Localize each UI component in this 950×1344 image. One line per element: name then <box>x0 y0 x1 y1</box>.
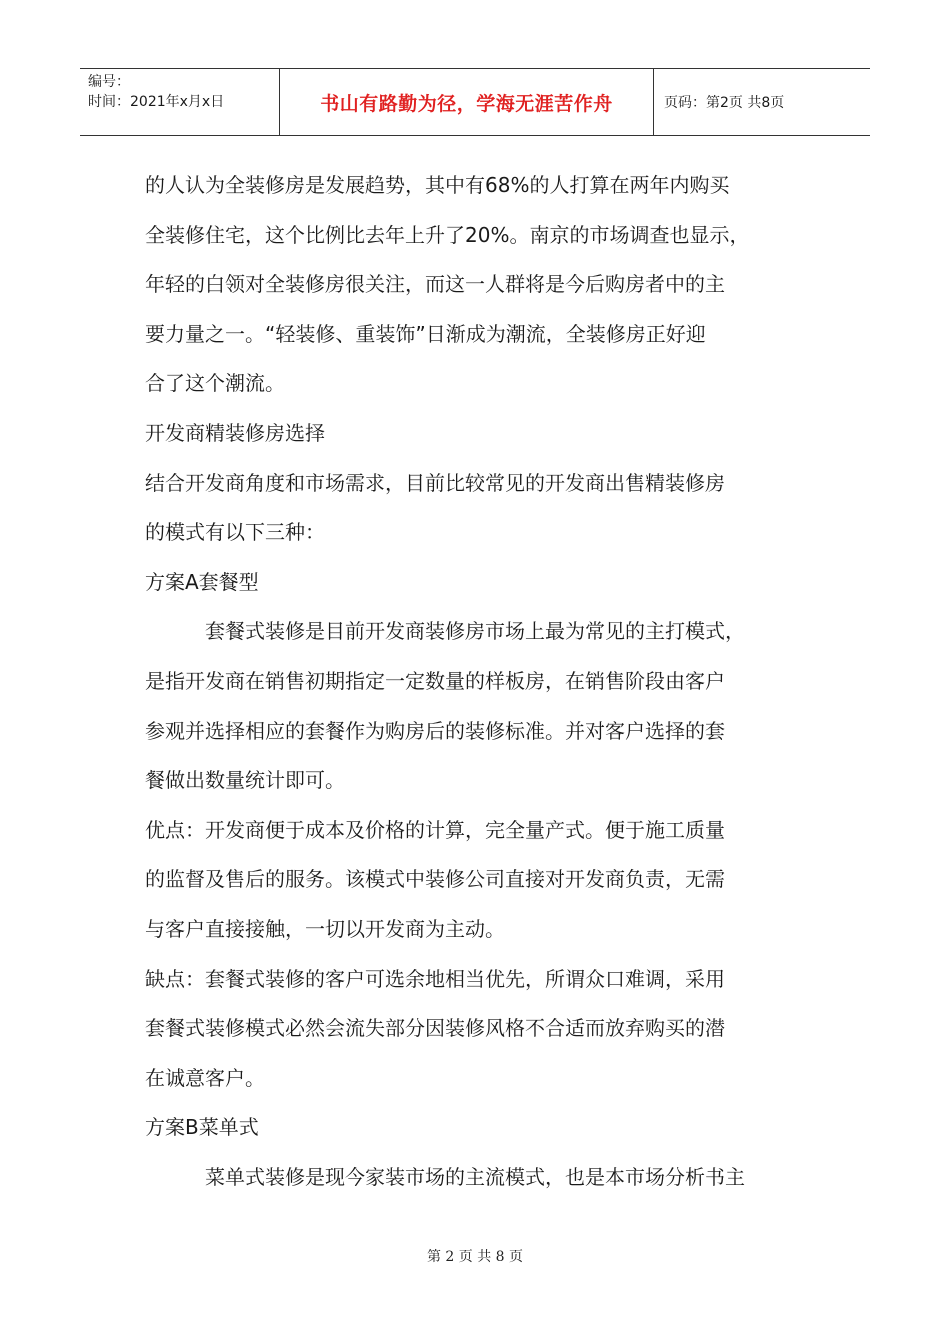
header-motto-cell <box>280 69 654 135</box>
body-line: 套餐式装修是目前开发商装修房市场上最为常见的主打模式， <box>205 619 745 644</box>
header-motto: 书山有路勤为径，学海无涯苦作舟 <box>320 92 613 115</box>
body-line: 在诚意客户。 <box>145 1065 265 1090</box>
body-line: 的人认为全装修房是发展趋势，其中有68%的人打算在两年内购买 <box>145 173 730 197</box>
body-line: 的监督及售后的服务。该模式中装修公司直接对开发商负责，无需 <box>145 867 725 892</box>
body-line: 全装修住宅，这个比例比去年上升了20%。南京的市场调查也显示， <box>145 222 750 247</box>
document-body <box>145 161 805 1202</box>
body-line: 年轻的白领对全装修房很关注，而这一人群将是今后购房者中的主 <box>145 272 725 297</box>
body-line: 要力量之一。“轻装修、重装饰”日渐成为潮流，全装修房正好迎 <box>145 321 706 346</box>
doc-time: 时间：2021年x月x日 <box>88 94 225 110</box>
header-page-info: 页码：第2页 共8页 <box>664 95 785 111</box>
body-line: 优点：开发商便于成本及价格的计算，完全量产式。便于施工质量 <box>145 817 725 842</box>
section-heading: 开发商精装修房选择 <box>145 420 325 445</box>
header-page-cell <box>654 69 870 135</box>
doc-id-label: 编号： <box>88 74 130 90</box>
body-line: 结合开发商角度和市场需求，目前比较常见的开发商出售精装修房 <box>145 470 725 495</box>
section-heading-plan-a: 方案A套餐型 <box>145 569 259 594</box>
body-line: 套餐式装修模式必然会流失部分因装修风格不合适而放弃购买的潜 <box>145 1016 725 1041</box>
body-line: 是指开发商在销售初期指定一定数量的样板房，在销售阶段由客户 <box>145 668 725 693</box>
body-line: 与客户直接接触，一切以开发商为主动。 <box>145 916 505 941</box>
header-meta <box>80 69 280 135</box>
section-heading-plan-b: 方案B菜单式 <box>145 1115 259 1140</box>
body-line: 参观并选择相应的套餐作为购房后的装修标准。并对客户选择的套 <box>145 718 725 743</box>
body-line: 餐做出数量统计即可。 <box>145 768 345 793</box>
body-line: 合了这个潮流。 <box>145 371 285 396</box>
body-line: 缺点：套餐式装修的客户可选余地相当优先，所谓众口难调，采用 <box>145 966 725 991</box>
page-header <box>80 68 870 136</box>
body-line: 菜单式装修是现今家装市场的主流模式，也是本市场分析书主 <box>205 1164 745 1189</box>
body-line: 的模式有以下三种： <box>145 520 325 545</box>
page-footer: 第 2 页 共 8 页 <box>426 1249 524 1265</box>
